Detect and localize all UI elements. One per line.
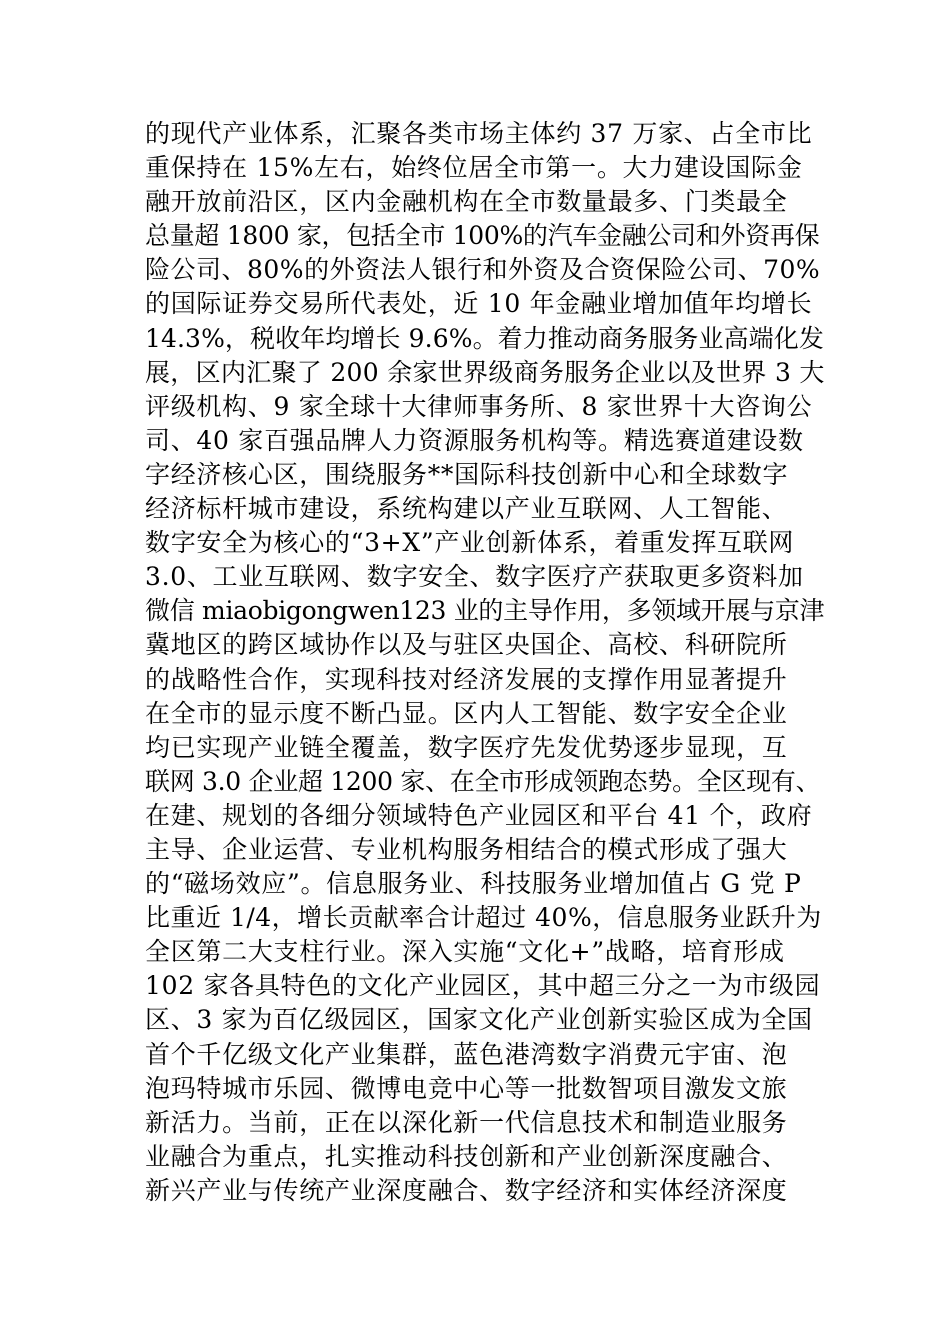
text-line: 主导、企业运营、专业机构服务相结合的模式形成了强大	[145, 834, 788, 864]
text-line: 的现代产业体系，汇聚各类市场主体约 37 万家、占全市比	[145, 119, 813, 148]
text-line: 在全市的显示度不断凸显。区内人工智能、数字安全企业	[145, 698, 788, 728]
text-line: 在建、规划的各细分领域特色产业园区和平台 41 个，政府	[145, 800, 813, 830]
text-line: 经济标杆城市建设，系统构建以产业互联网、人工智能、	[145, 494, 788, 524]
text-line: 新兴产业与传统产业深度融合、数字经济和实体经济深度	[145, 1175, 788, 1205]
text-line: 微信 miaobigongwen123 业的主导作用，多领域开展与京津	[145, 596, 825, 626]
text-line: 字经济核心区，围绕服务**国际科技创新中心和全球数字	[145, 459, 789, 489]
text-line: 泡玛特城市乐园、微博电竞中心等一批数智项目激发文旅	[145, 1073, 788, 1103]
text-line: 总量超 1800 家，包括全市 100%的汽车金融公司和外资再保	[145, 221, 820, 251]
text-line: 重保持在 15%左右，始终位居全市第一。大力建设国际金	[145, 153, 803, 183]
text-line: 新活力。当前，正在以深化新一代信息技术和制造业服务	[145, 1107, 788, 1137]
text-line: 业融合为重点，扎实推动科技创新和产业创新深度融合、	[145, 1141, 788, 1171]
text-line: 102 家各具特色的文化产业园区，其中超三分之一为市级园	[145, 971, 821, 1001]
text-line: 3.0、工业互联网、数字安全、数字医疗产获取更多资料加	[145, 562, 804, 592]
text-line: 司、40 家百强品牌人力资源服务机构等。精选赛道建设数	[145, 425, 804, 455]
text-line: 冀地区的跨区域协作以及与驻区央国企、高校、科研院所	[145, 630, 788, 660]
text-line: 全区第二大支柱行业。深入实施“文化+”战略，培育形成	[145, 937, 785, 967]
text-line: 比重近 1/4，增长贡献率合计超过 40%，信息服务业跃升为	[145, 903, 822, 933]
text-line: 均已实现产业链全覆盖，数字医疗先发优势逐步显现，互	[145, 732, 788, 762]
body-paragraph	[145, 117, 825, 1208]
text-line: 联网 3.0 企业超 1200 家、在全市形成领跑态势。全区现有、	[145, 766, 821, 796]
text-line: 数字安全为核心的“3+X”产业创新体系，着重发挥互联网	[145, 528, 795, 558]
text-line: 区、3 家为百亿级园区，国家文化产业创新实验区成为全国	[145, 1005, 813, 1035]
text-line: 的“磁场效应”。信息服务业、科技服务业增加值占 G 党 P	[145, 869, 802, 899]
text-line: 展，区内汇聚了 200 余家世界级商务服务企业以及世界 3 大	[145, 357, 825, 387]
text-line: 的国际证券交易所代表处，近 10 年金融业增加值年均增长	[145, 289, 813, 319]
text-line: 评级机构、9 家全球十大律师事务所、8 家世界十大咨询公	[145, 391, 813, 421]
text-line: 融开放前沿区，区内金融机构在全市数量最多、门类最全	[145, 187, 788, 217]
text-line: 的战略性合作，实现科技对经济发展的支撑作用显著提升	[145, 664, 788, 694]
text-line: 14.3%，税收年均增长 9.6%。着力推动商务服务业高端化发	[145, 323, 824, 353]
text-line: 首个千亿级文化产业集群，蓝色港湾数字消费元宇宙、泡	[145, 1039, 788, 1069]
text-line: 险公司、80%的外资法人银行和外资及合资保险公司、70%	[145, 255, 821, 285]
